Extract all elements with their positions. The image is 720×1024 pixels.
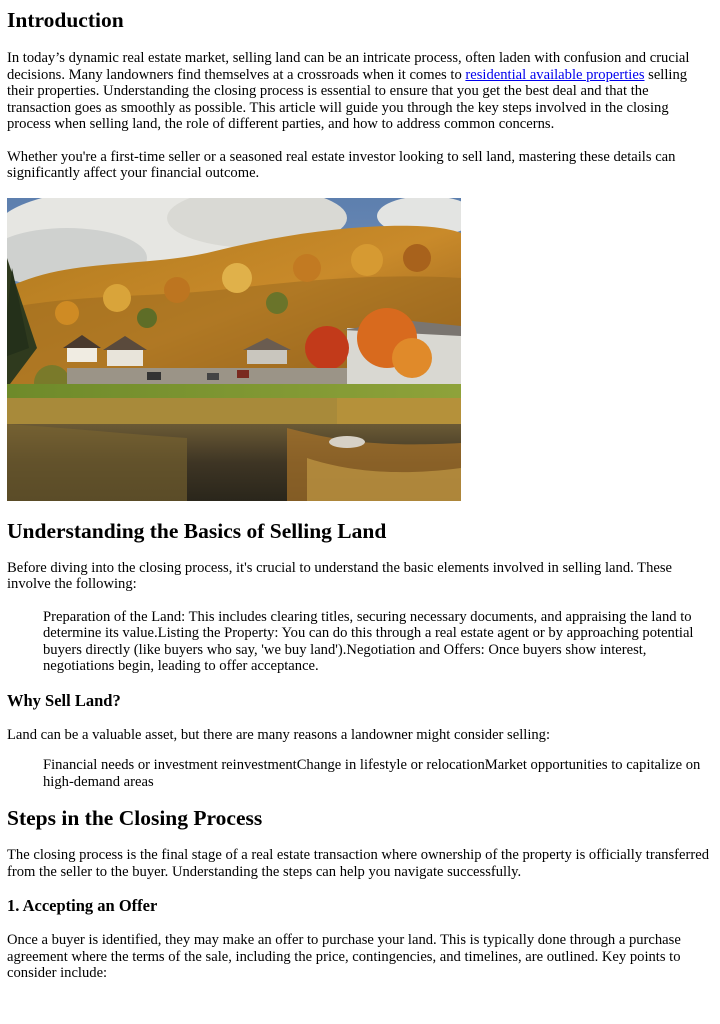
why-sell-quote: Financial needs or investment reinvestmentChange in lifestyle or relocationMarket opportunities to capitalize on high-demand areas [43,757,701,790]
steps-heading: Steps in the Closing Process [7,806,263,830]
intro-heading: Introduction [7,8,124,32]
accepting-offer-heading: 1. Accepting an Offer [7,896,158,915]
basics-paragraph: Before diving into the closing process, it's crucial to understand the basic elements involved in selling land. These involve the following: [7,559,673,592]
steps-paragraph: The closing process is the final stage of a real estate transaction where ownership of the property is officially transferred from the seller to the buyer. Understanding the steps can help you navigate successfully. [7,847,710,880]
accepting-offer-paragraph: Once a buyer is identified, they may make an offer to purchase your land. This is typically done through a purchase agreement where the terms of the sale, including the price, contingencies, and timelines, are outlined. Key points to consider include: [7,932,681,981]
why-sell-heading: Why Sell Land? [7,690,121,710]
basics-quote: Preparation of the Land: This includes clearing titles, securing necessary documents, and appraising the land to determine its value.Listing the Property: You can do this through a real estate agent or by approaching potential buyers directly (like buyers who say, 'we buy land').Negotiation and Offers: Once buyers show interest, negotiations begin, leading to offer acceptance. [43,608,694,674]
autumn-village-photo [7,198,461,501]
article [0,7,720,982]
intro-text-after-link: selling their properties. Understanding the closing process is essential to ensure that you get the best deal and that the transaction goes as smoothly as possible. This article will guide you through the key steps involved in the closing process when selling land, the role of different parties, and how to address common concerns. [7,66,688,132]
intro-paragraph-1 [7,50,712,133]
basics-heading: Understanding the Basics of Selling Land [7,518,387,543]
intro-text-before-link: In today’s dynamic real estate market, selling land can be an intricate process, often laden with confusion and crucial decisions. Many landowners find themselves at a crossroads when it comes to [7,50,690,83]
intro-paragraph-2: Whether you're a first-time seller or a seasoned real estate investor looking to sell land, mastering these details can significantly affect your financial outcome. [7,148,676,181]
why-sell-paragraph: Land can be a valuable asset, but there are many reasons a landowner might consider selling: [7,726,551,743]
residential-properties-link[interactable]: residential available properties [465,66,645,83]
